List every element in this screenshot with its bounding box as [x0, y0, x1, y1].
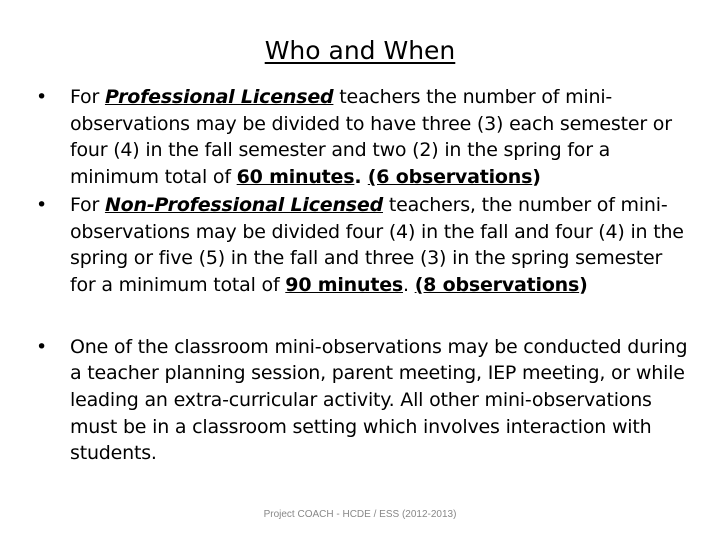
bullet-professional-licensed [36, 84, 688, 191]
bullet-classroom-setting [36, 334, 688, 468]
bullet-list [36, 84, 688, 467]
bullet-non-professional-licensed [36, 192, 688, 299]
bullet-text: For [70, 86, 105, 108]
slide-footer: Project COACH - HCDE / ESS (2012-2013) [263, 509, 457, 520]
license-type-emphasis: Professional Licensed [104, 86, 334, 108]
bullet-text: One of the classroom mini-observations may be conducted during a teacher planning session, parent meeting, IEP meeting, or while leading an extra-curricular activity. All other mini-observations must be in a classroom setting which involves interaction with students. [70, 335, 688, 465]
bullet-text: For [70, 193, 105, 216]
minimum-minutes: 90 minutes [285, 273, 403, 296]
bullet-icon: • [36, 335, 48, 358]
observation-count: (8 observations [414, 273, 580, 296]
bullet-icon: • [36, 86, 48, 108]
bullet-text: teachers, the number of mini-observations may be divided four (4) in the fall and four (4) in the spring or five (5) in the fall and three (3) in the spring semester for a minimum total of [70, 193, 684, 296]
minimum-minutes: 60 minutes [236, 166, 355, 189]
bullet-text: ) [579, 273, 588, 296]
slide-title: Who and When [264, 36, 456, 65]
bullet-text: ) [532, 166, 541, 189]
bullet-text: teachers the number of mini-observations may be divided to have three (3) each semester or four (4) in the fall semester and two (2) in the spring for a minimum total of [70, 86, 672, 189]
bullet-icon: • [36, 193, 48, 216]
bullet-text: . [354, 166, 368, 189]
observation-count: (6 observations [367, 166, 533, 189]
license-type-emphasis: Non-Professional Licensed [104, 193, 383, 216]
bullet-text: . [403, 273, 415, 296]
